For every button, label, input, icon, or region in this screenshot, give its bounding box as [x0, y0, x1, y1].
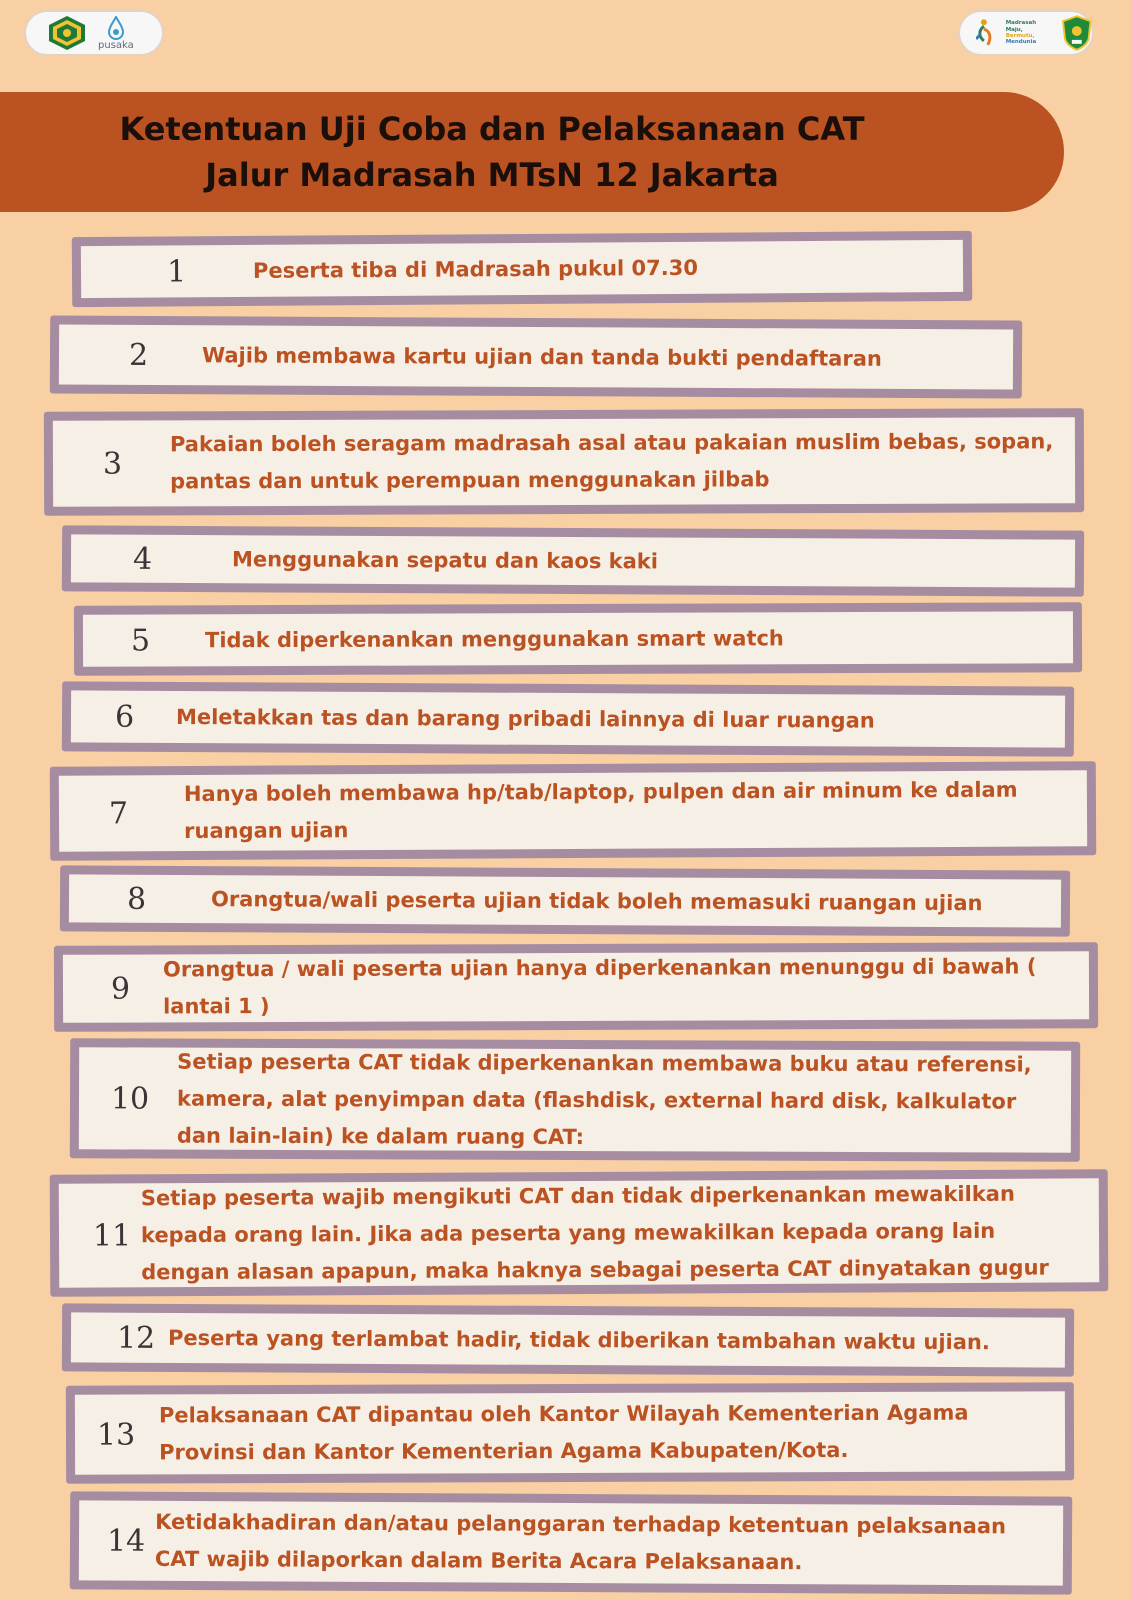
- rule-text: Peserta tiba di Madrasah pukul 07.30: [252, 255, 699, 283]
- rule-number: 4: [132, 541, 153, 577]
- rule-text: Pelaksanaan CAT dipantau oleh Kantor Wilayah Kementerian Agama Provinsi dan Kantor Kementerian Agama Kabupaten/Kota.: [158, 1400, 969, 1465]
- rule-number: 3: [102, 446, 123, 482]
- rule-item: [62, 525, 1084, 596]
- rule-number: 12: [116, 1320, 156, 1356]
- rule-text: Wajib membawa kartu ujian dan tanda bukti pendaftaran: [201, 342, 882, 371]
- rule-number: 8: [126, 881, 147, 917]
- rule-item: [72, 231, 972, 307]
- rule-item: [50, 1169, 1109, 1297]
- page-title: Ketentuan Uji Coba dan Pelaksanaan CAT Jalur Madrasah MTsN 12 Jakarta: [119, 110, 865, 194]
- rule-text: Setiap peserta CAT tidak diperkenankan membawa buku atau referensi, kamera, alat penyimpan data (flashdisk, external hard disk, kalkulator dan lain-lain) ke dalam ruang CAT:: [176, 1049, 1032, 1149]
- rule-item: [70, 1491, 1072, 1594]
- rule-text: Orangtua/wali peserta ujian tidak boleh memasuki ruangan ujian: [210, 886, 983, 915]
- rule-number: 6: [114, 699, 135, 735]
- rule-text: Setiap peserta wajib mengikuti CAT dan tidak diperkenankan mewakilkan kepada orang lain. Jika ada peserta yang mewakilkan kepada orang lain dengan alasan apapun, maka haknya sebagai peserta CAT dinyatakan gugur: [140, 1181, 1049, 1284]
- rule-item: [54, 942, 1098, 1032]
- rule-item: [70, 1038, 1080, 1162]
- rule-number: 9: [110, 971, 131, 1007]
- rule-item: [60, 865, 1070, 936]
- rule-number: 14: [106, 1523, 146, 1559]
- rule-text: Hanya boleh membawa hp/tab/laptop, pulpen dan air minum ke dalam ruangan ujian: [183, 777, 1018, 844]
- rule-number: 13: [96, 1417, 136, 1453]
- rule-item: [66, 1382, 1074, 1484]
- rule-number: 11: [92, 1217, 132, 1254]
- rule-number: 10: [110, 1080, 150, 1117]
- rule-text: Ketidakhadiran dan/atau pelanggaran terhadap ketentuan pelaksanaan CAT wajib dilaporkan dalam Berita Acara Pelaksanaan.: [154, 1509, 1007, 1575]
- rule-item: [50, 761, 1096, 860]
- rule-item: [50, 315, 1022, 398]
- rule-number: 2: [128, 337, 149, 373]
- rule-text: Menggunakan sepatu dan kaos kaki: [231, 546, 659, 573]
- rule-number: 1: [166, 253, 187, 289]
- rule-item: [44, 408, 1084, 516]
- rule-text: Orangtua / wali peserta ujian hanya diperkenankan menunggu di bawah ( lantai 1 ): [162, 954, 1037, 1019]
- rule-item: [62, 1303, 1074, 1376]
- rule-text: Pakaian boleh seragam madrasah asal atau pakaian muslim bebas, sopan, pantas dan untuk perempuan menggunakan jilbab: [169, 429, 1054, 494]
- rule-text: Peserta yang terlambat hadir, tidak diberikan tambahan waktu ujian.: [167, 1325, 990, 1354]
- rule-item: [62, 681, 1074, 756]
- pusaka-logo-text: pusaka: [98, 39, 134, 51]
- rule-number: 5: [130, 622, 151, 659]
- rule-number: 7: [108, 795, 129, 831]
- rule-item: [74, 602, 1082, 676]
- rule-text: Tidak diperkenankan menggunakan smart watch: [204, 625, 784, 652]
- madrasah-tagline: Madrasah Maju, Bermutu, Mendunia: [1005, 20, 1037, 46]
- rule-text: Meletakkan tas dan barang pribadi lainnya di luar ruangan: [175, 704, 875, 733]
